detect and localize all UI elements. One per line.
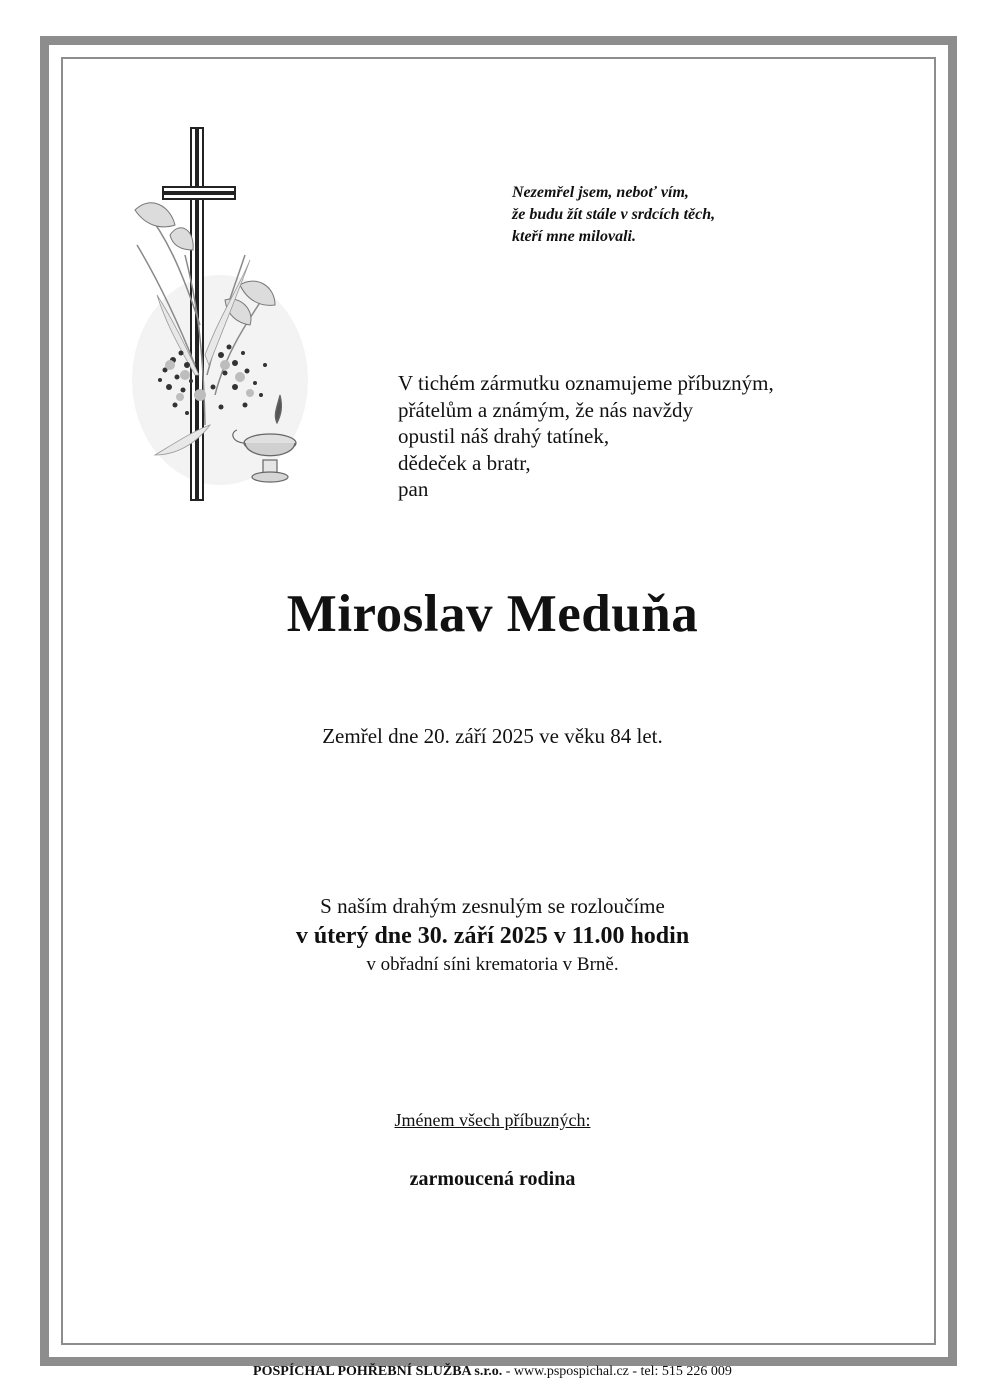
farewell-line: S naším drahým zesnulým se rozloučíme <box>320 894 665 918</box>
deceased-name: Miroslav Meduňa <box>286 585 699 643</box>
footer-company: POSPÍCHAL POHŘEBNÍ SLUŽBA s.r.o. <box>253 1364 503 1379</box>
death-date-line: Zemřel dne 20. září 2025 ve věku 84 let. <box>322 724 663 748</box>
motto-line: Nezemřel jsem, neboť vím, <box>512 184 689 201</box>
announcement-line: přátelům a známým, že nás navždy <box>398 397 694 422</box>
cross-with-lilies-and-lamp-icon <box>125 125 315 505</box>
family-signature: zarmoucená rodina <box>409 1168 576 1190</box>
announcement-line: V tichém zármutku oznamujeme příbuzným, <box>398 371 774 395</box>
footer-credit <box>0 1364 985 1380</box>
motto-quote <box>512 182 715 248</box>
on-behalf-text: Jménem všech příbuzných: <box>394 1110 591 1130</box>
on-behalf-label <box>0 1110 985 1131</box>
motto-line: že budu žít stále v srdcích těch, <box>512 206 716 223</box>
announcement-line: dědeček a bratr, <box>398 450 531 475</box>
announcement-line: pan <box>398 477 429 501</box>
motto-line: kteří mne milovali. <box>512 228 636 245</box>
footer-contact: - www.pspospichal.cz - tel: 515 226 009 <box>502 1364 732 1379</box>
announcement-text <box>398 370 774 503</box>
farewell-date: v úterý dne 30. září 2025 v 11.00 hodin <box>295 923 690 949</box>
announcement-line: opustil náš drahý tatínek, <box>398 424 610 448</box>
farewell-location: v obřadní síni krematoria v Brně. <box>366 954 619 975</box>
farewell-info <box>0 892 985 978</box>
